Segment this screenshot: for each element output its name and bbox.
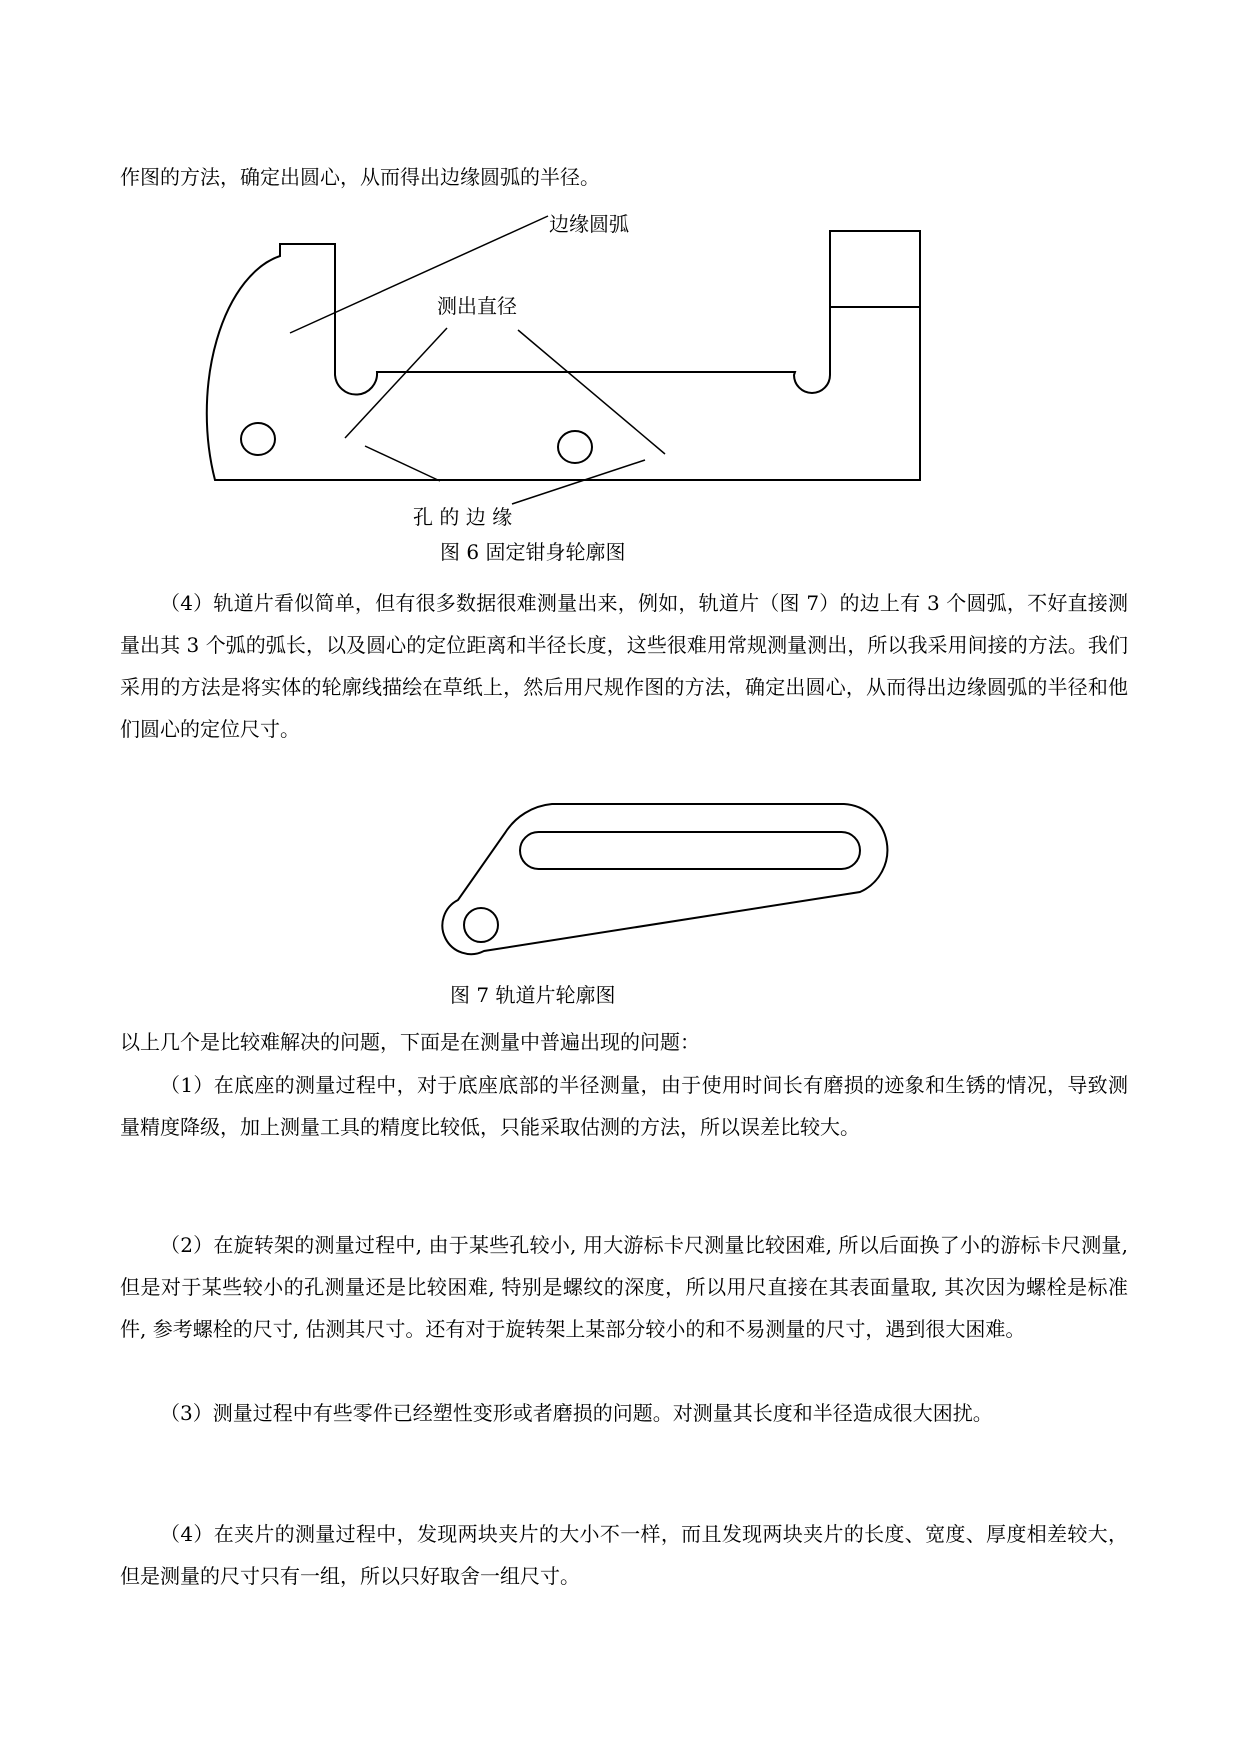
label-edge-arc: 边缘圆弧 [549,212,629,236]
label-hole-edge: 孔 的 边 缘 [413,505,513,529]
rail-slot [520,832,860,869]
figure7-caption: 图 7 轨道片轮廓图 [450,983,616,1007]
figure6-caption: 图 6 固定钳身轮廓图 [440,540,626,564]
issue-2: （2）在旋转架的测量过程中, 由于某些孔较小, 用大游标卡尺测量比较困难, 所以后面换了小的游标卡尺测量, 但是对于某些较小的孔测量还是比较困难, 特别是螺纹的深度，所以用尺直接在其表面量取, 其次因为螺栓是标准件, 参考螺栓的尺寸, 估测其尺寸。还有对于旋转架上某部分较小的和不易测量的尺寸，遇到很大困难。 [120,1233,1128,1341]
rail-hole [464,908,498,942]
rail-piece-outline [442,804,887,954]
issue-1: （1）在底座的测量过程中，对于底座底部的半径测量，由于使用时间长有磨损的迹象和生锈的情况，导致测量精度降级，加上测量工具的精度比较低，只能采取估测的方法，所以误差比较大。 [120,1073,1128,1139]
intro-line: 作图的方法，确定出圆心，从而得出边缘圆弧的半径。 [120,165,600,189]
summary-line: 以上几个是比较难解决的问题，下面是在测量中普遍出现的问题： [120,1030,700,1054]
issue-4: （4）在夹片的测量过程中，发现两块夹片的大小不一样，而且发现两块夹片的长度、宽度、厚度相差较大，但是测量的尺寸只有一组，所以只好取舍一组尺寸。 [120,1522,1128,1588]
issue-3: （3）测量过程中有些零件已经塑性变形或者磨损的问题。对测量其长度和半径造成很大困扰。 [160,1401,993,1425]
label-measured-diameter: 测出直径 [437,294,517,318]
paragraph-rail-piece: （4）轨道片看似简单，但有很多数据很难测量出来，例如，轨道片（图 7）的边上有 3 个圆弧，不好直接测量出其 3 个弧的弧长，以及圆心的定位距离和半径长度，这些很难用常规测量测出，所以我采用间接的方法。我们采用的方法是将实体的轮廓线描绘在草纸上，然后用尺规作图的方法，确定出圆心，从而得出边缘圆弧的半径和他们圆心的定位尺寸。 [120,591,1128,741]
